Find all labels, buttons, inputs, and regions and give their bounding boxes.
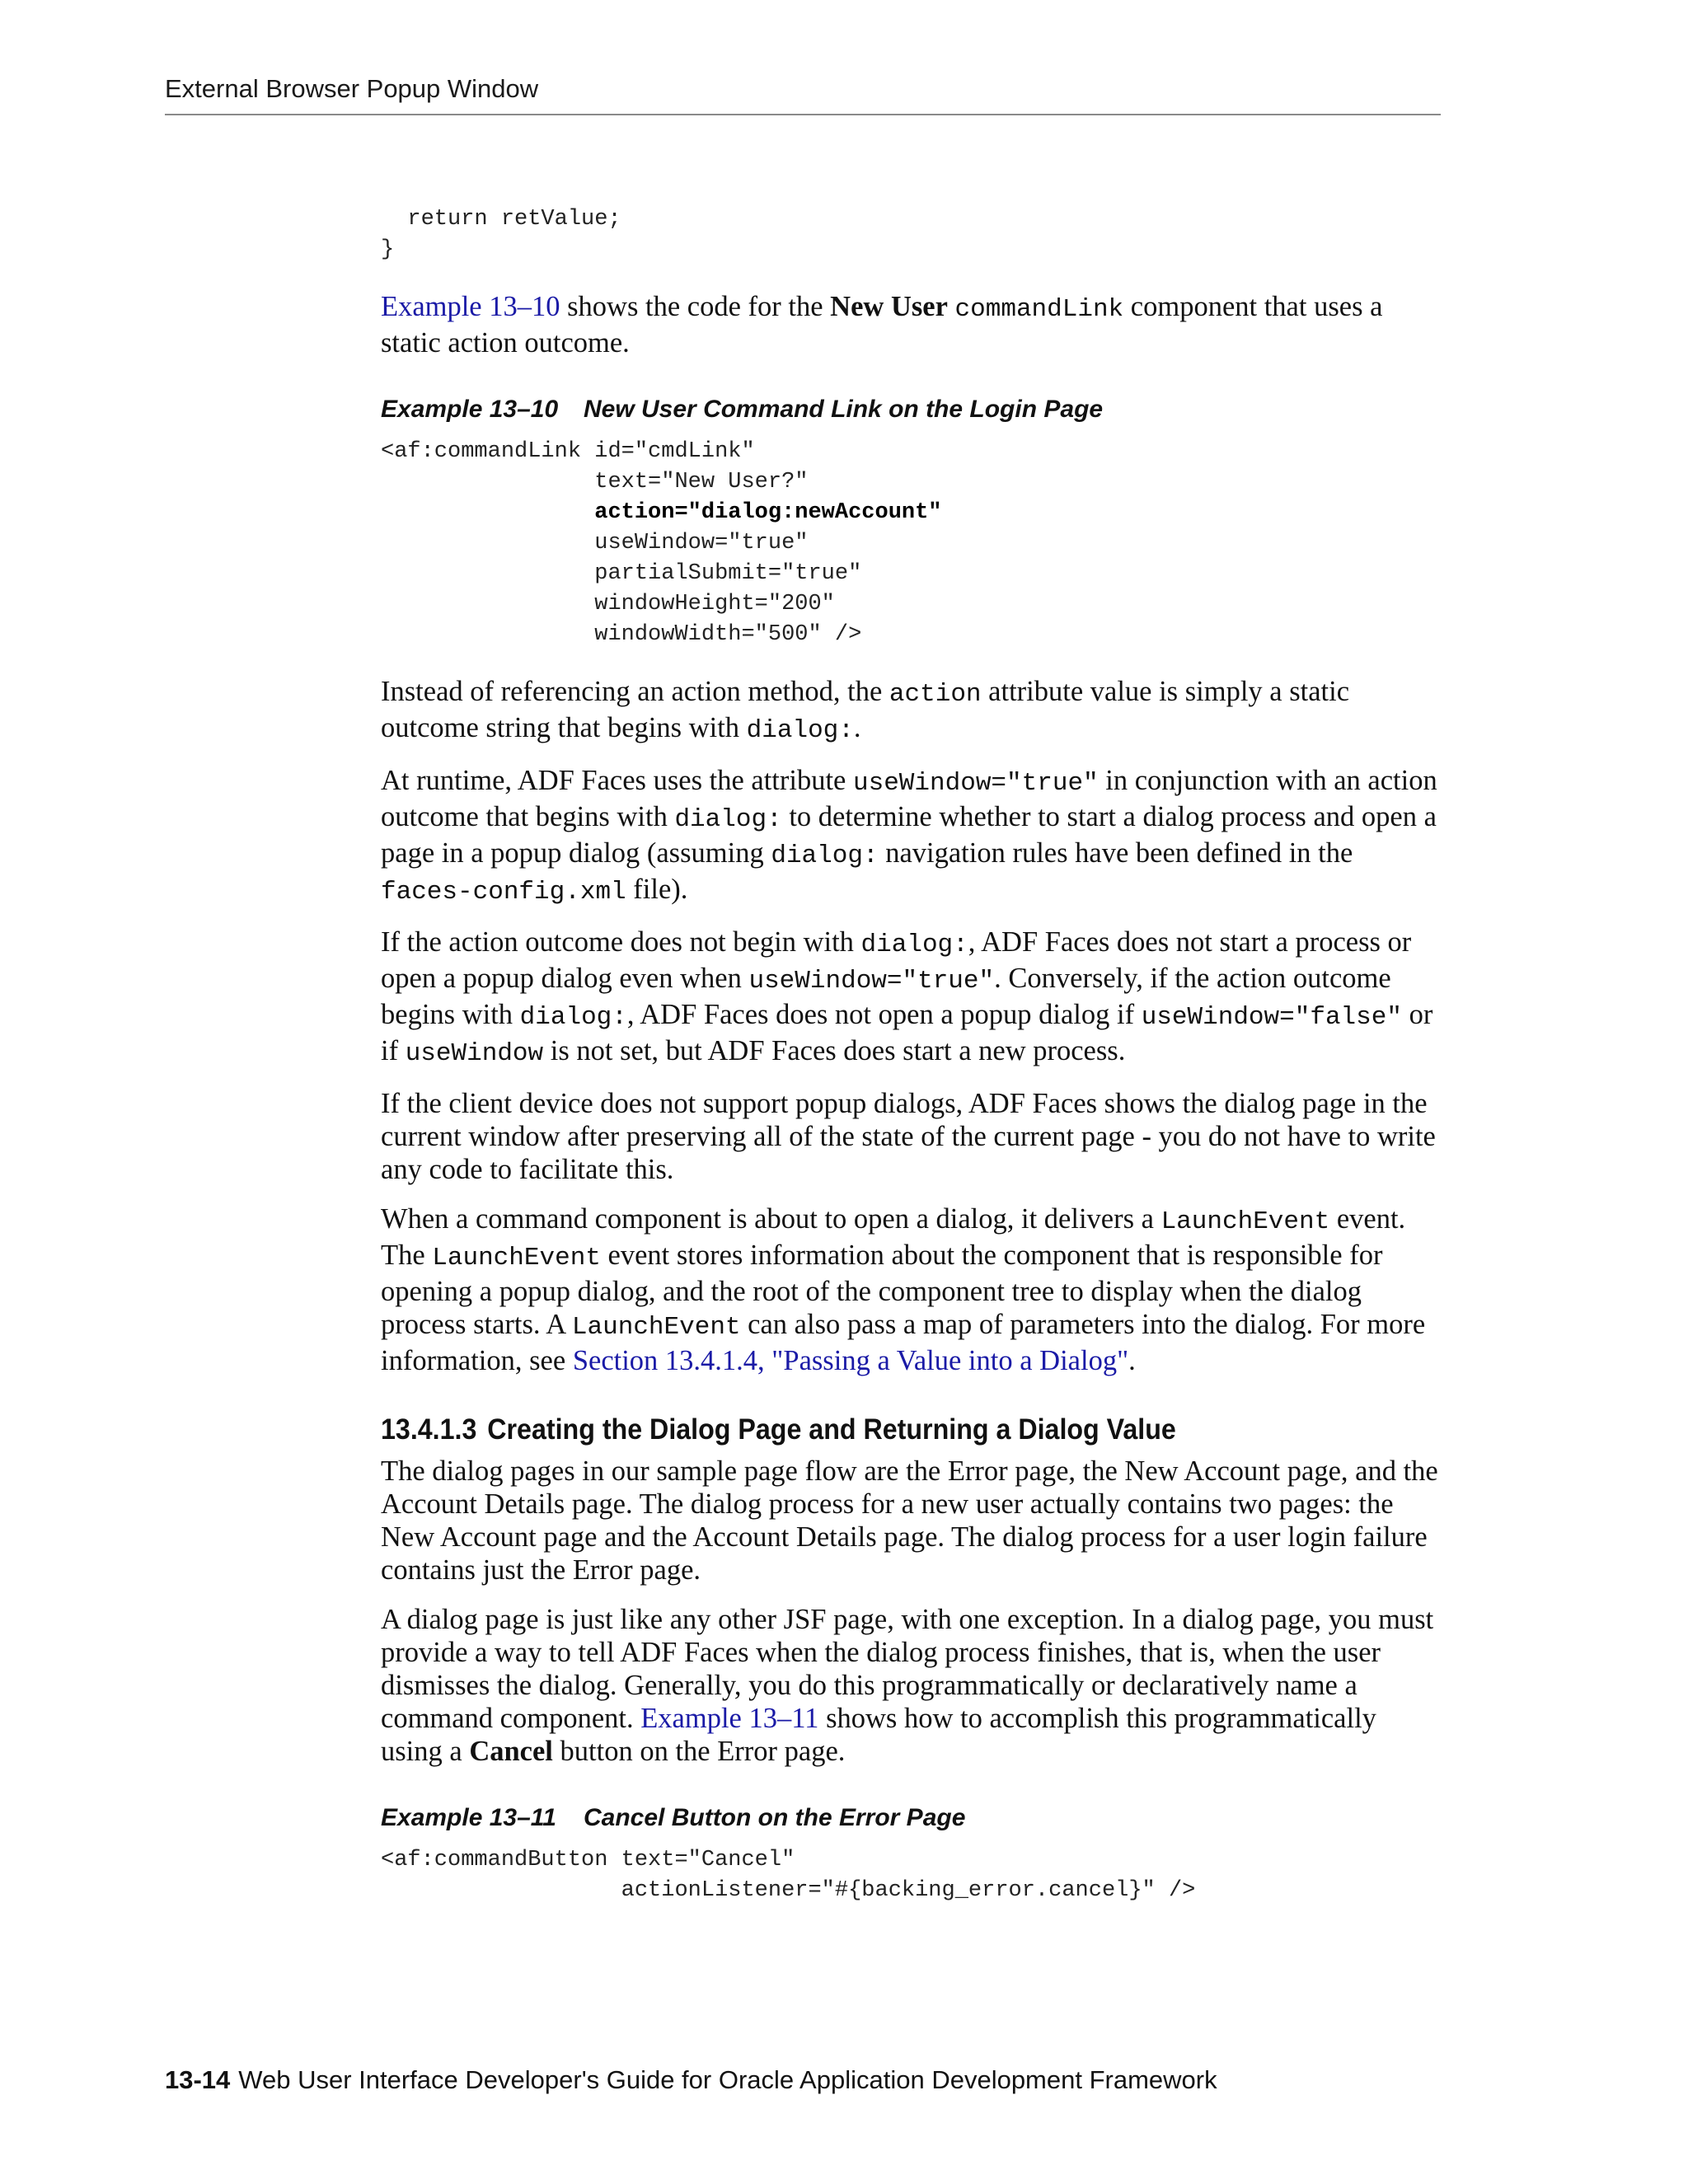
- code-line: windowWidth="500" />: [381, 622, 862, 647]
- paragraph-client-device: If the client device does not support popup dialogs, ADF Faces shows the dialog page in the current window after preserving all of the state of the current page - you do not have to write any code to facilitate this.: [381, 1088, 1436, 1185]
- text: , ADF Faces does not open a popup dialog if: [626, 999, 1142, 1030]
- section-number: 13.4.1.3: [381, 1413, 477, 1446]
- code-block-top: [381, 204, 1444, 265]
- code-line: return retValue;: [381, 207, 621, 232]
- inline-code: dialog:: [674, 805, 782, 834]
- text: , ADF Faces does not start a process or open a popup dialog even when: [381, 926, 1412, 994]
- code-block-example-13-10: [381, 437, 1444, 650]
- text: event stores information about the component that is responsible for opening a popup dialog, and the root of the component tree to display when the dialog process starts. A: [381, 1240, 1383, 1340]
- book-title: Web User Interface Developer's Guide for Oracle Application Development Framework: [238, 2065, 1217, 2094]
- text: is not set, but ADF Faces does start a new process.: [543, 1035, 1126, 1066]
- text: .: [853, 712, 861, 743]
- text: attribute value is simply a static outcome string that begins with: [381, 676, 1350, 743]
- text: When a command component is about to open a dialog, it delivers a: [381, 1203, 1161, 1235]
- paragraph-launch-event: [381, 1202, 1444, 1377]
- intro-paragraph: [381, 290, 1444, 359]
- code-line: }: [381, 237, 395, 262]
- code-line: <af:commandLink id="cmdLink": [381, 439, 755, 464]
- code-line: text="New User?": [381, 470, 809, 494]
- code-line: useWindow="true": [381, 531, 809, 555]
- text: or if: [381, 999, 1433, 1066]
- inline-code: useWindow="false": [1141, 1003, 1402, 1032]
- text: shows how to accomplish this programmatically using a: [381, 1703, 1376, 1767]
- page-number: 13-14: [165, 2065, 231, 2094]
- text: can also pass a map of parameters into the dialog. For more information, see: [381, 1309, 1426, 1376]
- paragraph-runtime: [381, 764, 1444, 909]
- text: .: [1128, 1345, 1136, 1376]
- text: Instead of referencing an action method, the: [381, 676, 889, 707]
- inline-code: LaunchEvent: [571, 1313, 741, 1342]
- inline-code: commandLink: [954, 295, 1124, 324]
- inline-code: dialog:: [746, 716, 854, 745]
- text: in conjunction with an action outcome that begins with: [381, 765, 1437, 832]
- example-13-10-caption: [381, 396, 1444, 424]
- example-number: Example 13–10: [381, 396, 559, 423]
- code-block-example-13-11: [381, 1845, 1444, 1906]
- bold-text: Cancel: [469, 1736, 553, 1767]
- paragraph-action-outcome: [381, 926, 1444, 1071]
- example-title: New User Command Link on the Login Page: [584, 396, 1104, 423]
- code-line-highlighted: action="dialog:newAccount": [381, 500, 942, 525]
- page-content: [381, 204, 1444, 1906]
- text: navigation rules have been defined in the: [878, 837, 1353, 869]
- text: component that uses a static action outcome.: [381, 291, 1383, 359]
- text: button on the Error page.: [552, 1736, 846, 1767]
- inline-code: faces-config.xml: [381, 878, 626, 907]
- section-title: Creating the Dialog Page and Returning a Dialog Value: [487, 1413, 1176, 1446]
- section-heading: [381, 1413, 1359, 1446]
- inline-code: dialog:: [519, 1003, 627, 1032]
- inline-code: dialog:: [771, 841, 879, 870]
- text: event. The: [381, 1203, 1406, 1271]
- text: file).: [626, 874, 688, 905]
- text: . Conversely, if the action outcome begins with: [381, 963, 1391, 1030]
- paragraph-action-attribute: [381, 675, 1444, 748]
- text: If the action outcome does not begin with: [381, 926, 861, 958]
- code-line: actionListener="#{backing_error.cancel}" />: [381, 1878, 1196, 1903]
- inline-code: useWindow: [405, 1039, 544, 1068]
- code-line: <af:commandButton text="Cancel": [381, 1848, 795, 1872]
- code-line: partialSubmit="true": [381, 561, 862, 586]
- text: At runtime, ADF Faces uses the attribute: [381, 765, 853, 796]
- example-title: Cancel Button on the Error Page: [584, 1804, 966, 1831]
- bold-text: New User: [830, 291, 948, 322]
- text: A dialog page is just like any other JSF page, with one exception. In a dialog page, you must provide a way to tell ADF Faces when the dialog process finishes, that is, when the user dismisses the dialog. Generally, you do this programmatically or declaratively name a command component.: [381, 1604, 1434, 1734]
- running-footer: [165, 2065, 1217, 2095]
- paragraph-dialog-page-exception: [381, 1603, 1444, 1768]
- running-header: External Browser Popup Window: [165, 74, 1441, 115]
- inline-code: LaunchEvent: [1160, 1207, 1330, 1236]
- paragraph-dialog-pages: The dialog pages in our sample page flow are the Error page, the New Account page, and the Account Details page. The dialog process for a new user actually contains two pages: the New Account page and the Account Details page. The dialog process for a user login failure contains just the Error page.: [381, 1455, 1438, 1586]
- text: shows the code for the: [560, 291, 831, 322]
- inline-code: action: [889, 680, 982, 709]
- example-13-11-link[interactable]: Example 13–11: [640, 1703, 819, 1734]
- inline-code: useWindow="true": [853, 769, 1099, 798]
- text: [948, 291, 955, 322]
- inline-code: dialog:: [860, 930, 968, 959]
- section-13-4-1-4-link[interactable]: Section 13.4.1.4, "Passing a Value into a Dialog": [572, 1345, 1129, 1376]
- example-number: Example 13–11: [381, 1804, 556, 1831]
- example-13-10-link[interactable]: Example 13–10: [381, 291, 560, 322]
- example-13-11-caption: [381, 1804, 1444, 1832]
- code-line: windowHeight="200": [381, 592, 835, 616]
- inline-code: useWindow="true": [748, 967, 995, 996]
- text: to determine whether to start a dialog process and open a page in a popup dialog (assuming: [381, 801, 1437, 869]
- inline-code: LaunchEvent: [432, 1244, 601, 1272]
